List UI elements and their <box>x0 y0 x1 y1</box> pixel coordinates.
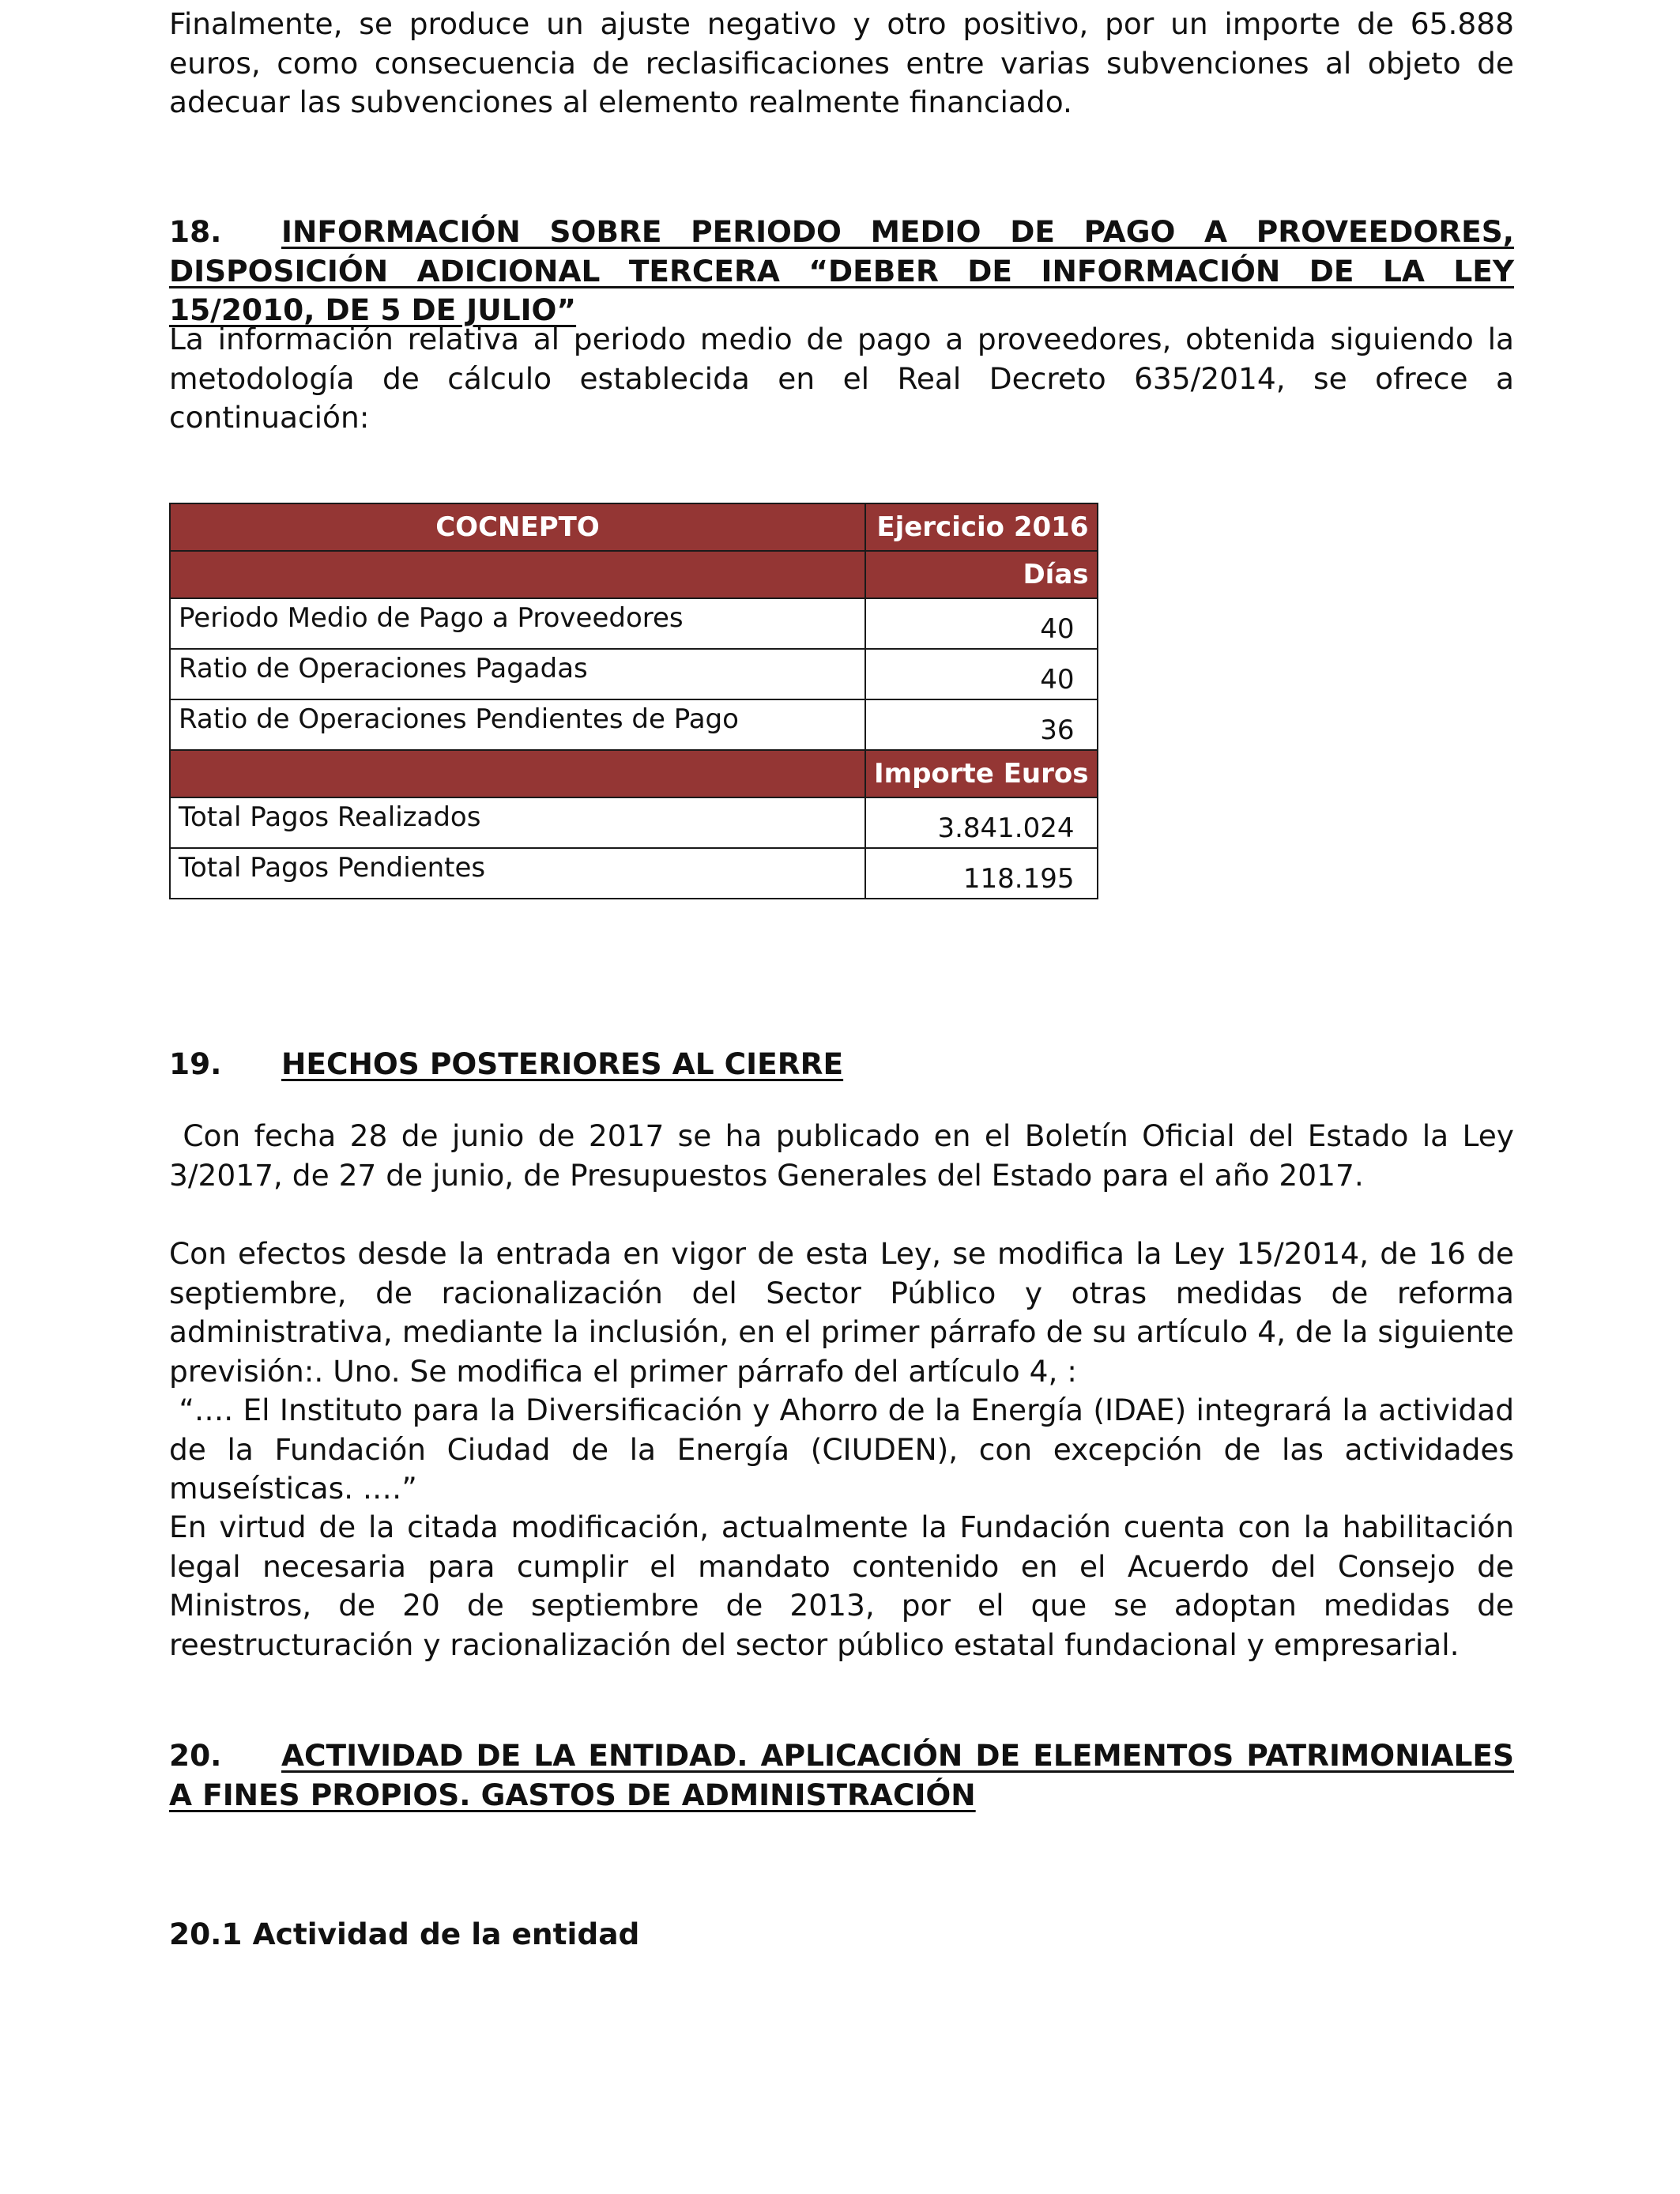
section-18-paragraph: La información relativa al periodo medio de pago a proveedores, obtenida siguiendo la metodología de cálculo establecida en el Real Decreto 635/2014, se ofrece a continuación: <box>169 322 1514 435</box>
section-20-1-subheading: 20.1 Actividad de la entidad <box>169 1917 640 1951</box>
payment-period-table <box>169 503 1098 899</box>
table-row <box>170 848 1098 899</box>
intro-paragraph: Finalmente, se produce un ajuste negativo y otro positivo, por un importe de 65.888 euros, como consecuencia de reclasificaciones entre varias subvenciones al objeto de adecuar las subvenciones al elemento realmente financiado. <box>169 6 1514 119</box>
row-label: Total Pagos Realizados <box>170 797 865 848</box>
table-subheader-empty <box>170 551 865 598</box>
section-19-title: HECHOS POSTERIORES AL CIERRE <box>281 1046 844 1081</box>
row-label: Periodo Medio de Pago a Proveedores <box>170 598 865 649</box>
section-19-quote: “…. El Instituto para la Diversificación y Ahorro de la Energía (IDAE) integrará la actividad de la Fundación Ciudad de la Energía (CIUDEN), con excepción de las actividades museísticas. .…” <box>169 1393 1524 1506</box>
row-label: Ratio de Operaciones Pagadas <box>170 649 865 699</box>
table-row <box>170 598 1098 649</box>
section-19-paragraph-3: En virtud de la citada modificación, actualmente la Fundación cuenta con la habilitación legal necesaria para cumplir el mandato contenido en el Acuerdo del Consejo de Ministros, de 20 de septiembre de 2013, por el que se adoptan medidas de reestructuración y racionalización del sector público estatal fundacional y empresarial. <box>169 1510 1514 1662</box>
row-label: Total Pagos Pendientes <box>170 848 865 899</box>
section-20-heading <box>169 1736 1514 1815</box>
section-18-number: 18. <box>169 214 222 249</box>
row-value: 118.195 <box>865 848 1098 899</box>
row-value: 40 <box>865 598 1098 649</box>
table-row <box>170 797 1098 848</box>
row-value: 36 <box>865 699 1098 750</box>
section-19-heading <box>169 1045 1514 1084</box>
table-header-concept: COCNEPTO <box>170 503 865 551</box>
row-label: Ratio de Operaciones Pendientes de Pago <box>170 699 865 750</box>
table-subheader-days: Días <box>865 551 1098 598</box>
section-19-paragraph-2: Con efectos desde la entrada en vigor de esta Ley, se modifica la Ley 15/2014, de 16 de septiembre, de racionalización del Sector Público y otras medidas de reforma administrativa, mediante la inclusión, en el primer párrafo de su artículo 4, de la siguiente previsión:. Uno. Se modifica el primer párrafo del artículo 4, : <box>169 1236 1514 1389</box>
table-subheader-amount: Importe Euros <box>865 750 1098 797</box>
row-value: 40 <box>865 649 1098 699</box>
section-18-title: INFORMACIÓN SOBRE PERIODO MEDIO DE PAGO A PROVEEDORES, DISPOSICIÓN ADICIONAL TERCERA “DEBER DE INFORMACIÓN DE LA LEY 15/2010, DE 5 DE JULIO” <box>169 214 1514 327</box>
table-header-year: Ejercicio 2016 <box>865 503 1098 551</box>
table-row <box>170 699 1098 750</box>
row-value: 3.841.024 <box>865 797 1098 848</box>
section-18-heading <box>169 213 1514 330</box>
section-19-paragraph-1: Con fecha 28 de junio de 2017 se ha publicado en el Boletín Oficial del Estado la Ley 3/2017, de 27 de junio, de Presupuestos Generales del Estado para el año 2017. <box>169 1118 1524 1193</box>
table-subheader-empty <box>170 750 865 797</box>
section-20-title: ACTIVIDAD DE LA ENTIDAD. APLICACIÓN DE ELEMENTOS PATRIMONIALES A FINES PROPIOS. GASTOS DE ADMINISTRACIÓN <box>169 1738 1514 1812</box>
section-20-number: 20. <box>169 1738 222 1773</box>
section-19-number: 19. <box>169 1046 222 1081</box>
table-row <box>170 649 1098 699</box>
